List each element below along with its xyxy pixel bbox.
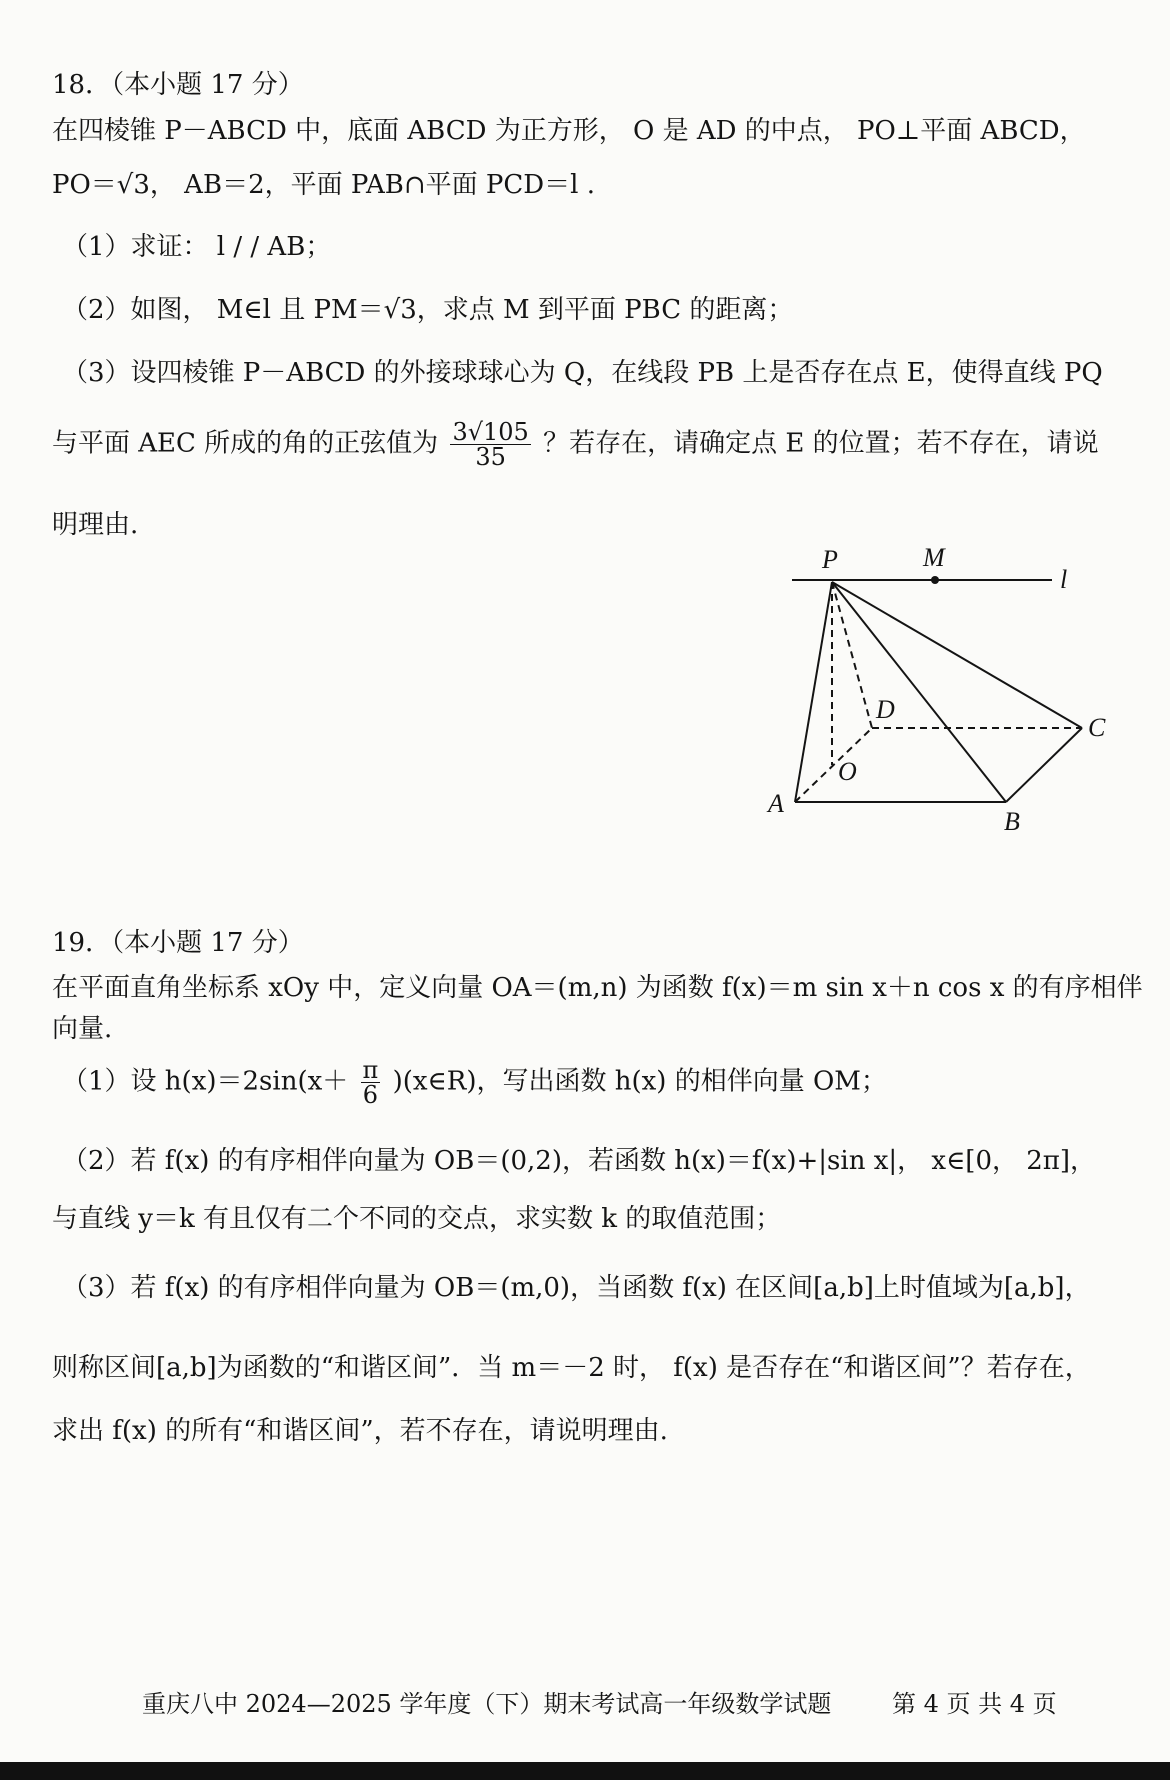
label-O: O (838, 757, 857, 786)
edge-PC (832, 582, 1082, 728)
sine-fraction (450, 420, 530, 469)
label-M: M (923, 543, 945, 572)
edge-PB (832, 582, 1006, 802)
q19-part1 (62, 1058, 887, 1107)
label-C: C (1088, 713, 1106, 742)
sine-fraction-numerator: 3√105 (452, 418, 529, 446)
q19-part3b: 则称区间[a,b]为函数的“和谐区间”．当 m＝－2 时， f(x) 是否存在“和谐区间”？若存在， (52, 1353, 1091, 1383)
q18-part3b-post: ？若存在，请确定点 E 的位置；若不存在，请说 (543, 428, 1099, 459)
label-D: D (876, 695, 895, 724)
scan-bottom-border (0, 1762, 1170, 1780)
q18-part3b-pre: 与平面 AEC 所成的角的正弦值为 (52, 428, 439, 459)
q19-part2b: 与直线 y＝k 有且仅有二个不同的交点，求实数 k 的取值范围； (52, 1204, 782, 1234)
pi-fraction-denominator: 6 (362, 1081, 379, 1109)
q18-line2: PO＝√3， AB＝2，平面 PAB∩平面 PCD＝l . (52, 170, 595, 200)
label-P: P (822, 545, 838, 574)
q19-part2a: （2）若 f(x) 的有序相伴向量为 OB＝(0,2)，若函数 h(x)＝f(x)+|sin x|， x∈[0， 2π]， (62, 1146, 1097, 1176)
sine-fraction-denominator: 35 (475, 443, 506, 471)
label-l: l (1060, 565, 1068, 594)
pi-fraction-numerator: π (362, 1056, 379, 1084)
edge-BC (1006, 728, 1082, 802)
q18-part3c: 明理由. (52, 510, 139, 540)
q19-heading: 19．（本小题 17 分） (52, 928, 304, 958)
q19-part1-pre: （1）设 h(x)＝2sin(x＋ (62, 1066, 349, 1097)
pi-over-six-fraction (361, 1058, 381, 1107)
q18-heading: 18．（本小题 17 分） (52, 70, 304, 100)
q18-line1: 在四棱锥 P－ABCD 中，底面 ABCD 为正方形， O 是 AD 的中点， PO⊥平面 ABCD， (52, 116, 1086, 146)
edge-PD (832, 582, 872, 728)
q19-part1-post: )(x∈R)，写出函数 h(x) 的相伴向量 OM； (392, 1066, 887, 1097)
q19-line1: 在平面直角坐标系 xOy 中，定义向量 OA＝(m,n) 为函数 f(x)＝m sin x＋n cos x 的有序相伴 (52, 973, 1143, 1003)
q19-part3a: （3）若 f(x) 的有序相伴向量为 OB＝(m,0)，当函数 f(x) 在区间[a,b]上时值域为[a,b]， (62, 1273, 1091, 1303)
footer-page-number: 第 4 页 共 4 页 (892, 1690, 1057, 1718)
q19-part3c: 求出 f(x) 的所有“和谐区间”，若不存在，请说明理由. (52, 1416, 668, 1446)
point-M (931, 576, 939, 584)
q18-part2: （2）如图， M∈l 且 PM＝√3，求点 M 到平面 PBC 的距离； (62, 295, 794, 325)
q18-part3a: （3）设四棱锥 P－ABCD 的外接球球心为 Q，在线段 PB 上是否存在点 E，使得直线 PQ (62, 358, 1103, 388)
q18-part1: （1）求证： l / / AB； (62, 232, 332, 262)
label-A: A (768, 789, 784, 818)
q18-part3b (52, 420, 1099, 469)
edge-PA (795, 582, 832, 802)
pyramid-figure (760, 540, 1120, 840)
footer-exam-title: 重庆八中 2024—2025 学年度（下）期末考试高一年级数学试题 (142, 1690, 832, 1718)
label-B: B (1004, 807, 1020, 836)
q19-line2: 向量. (52, 1014, 113, 1044)
